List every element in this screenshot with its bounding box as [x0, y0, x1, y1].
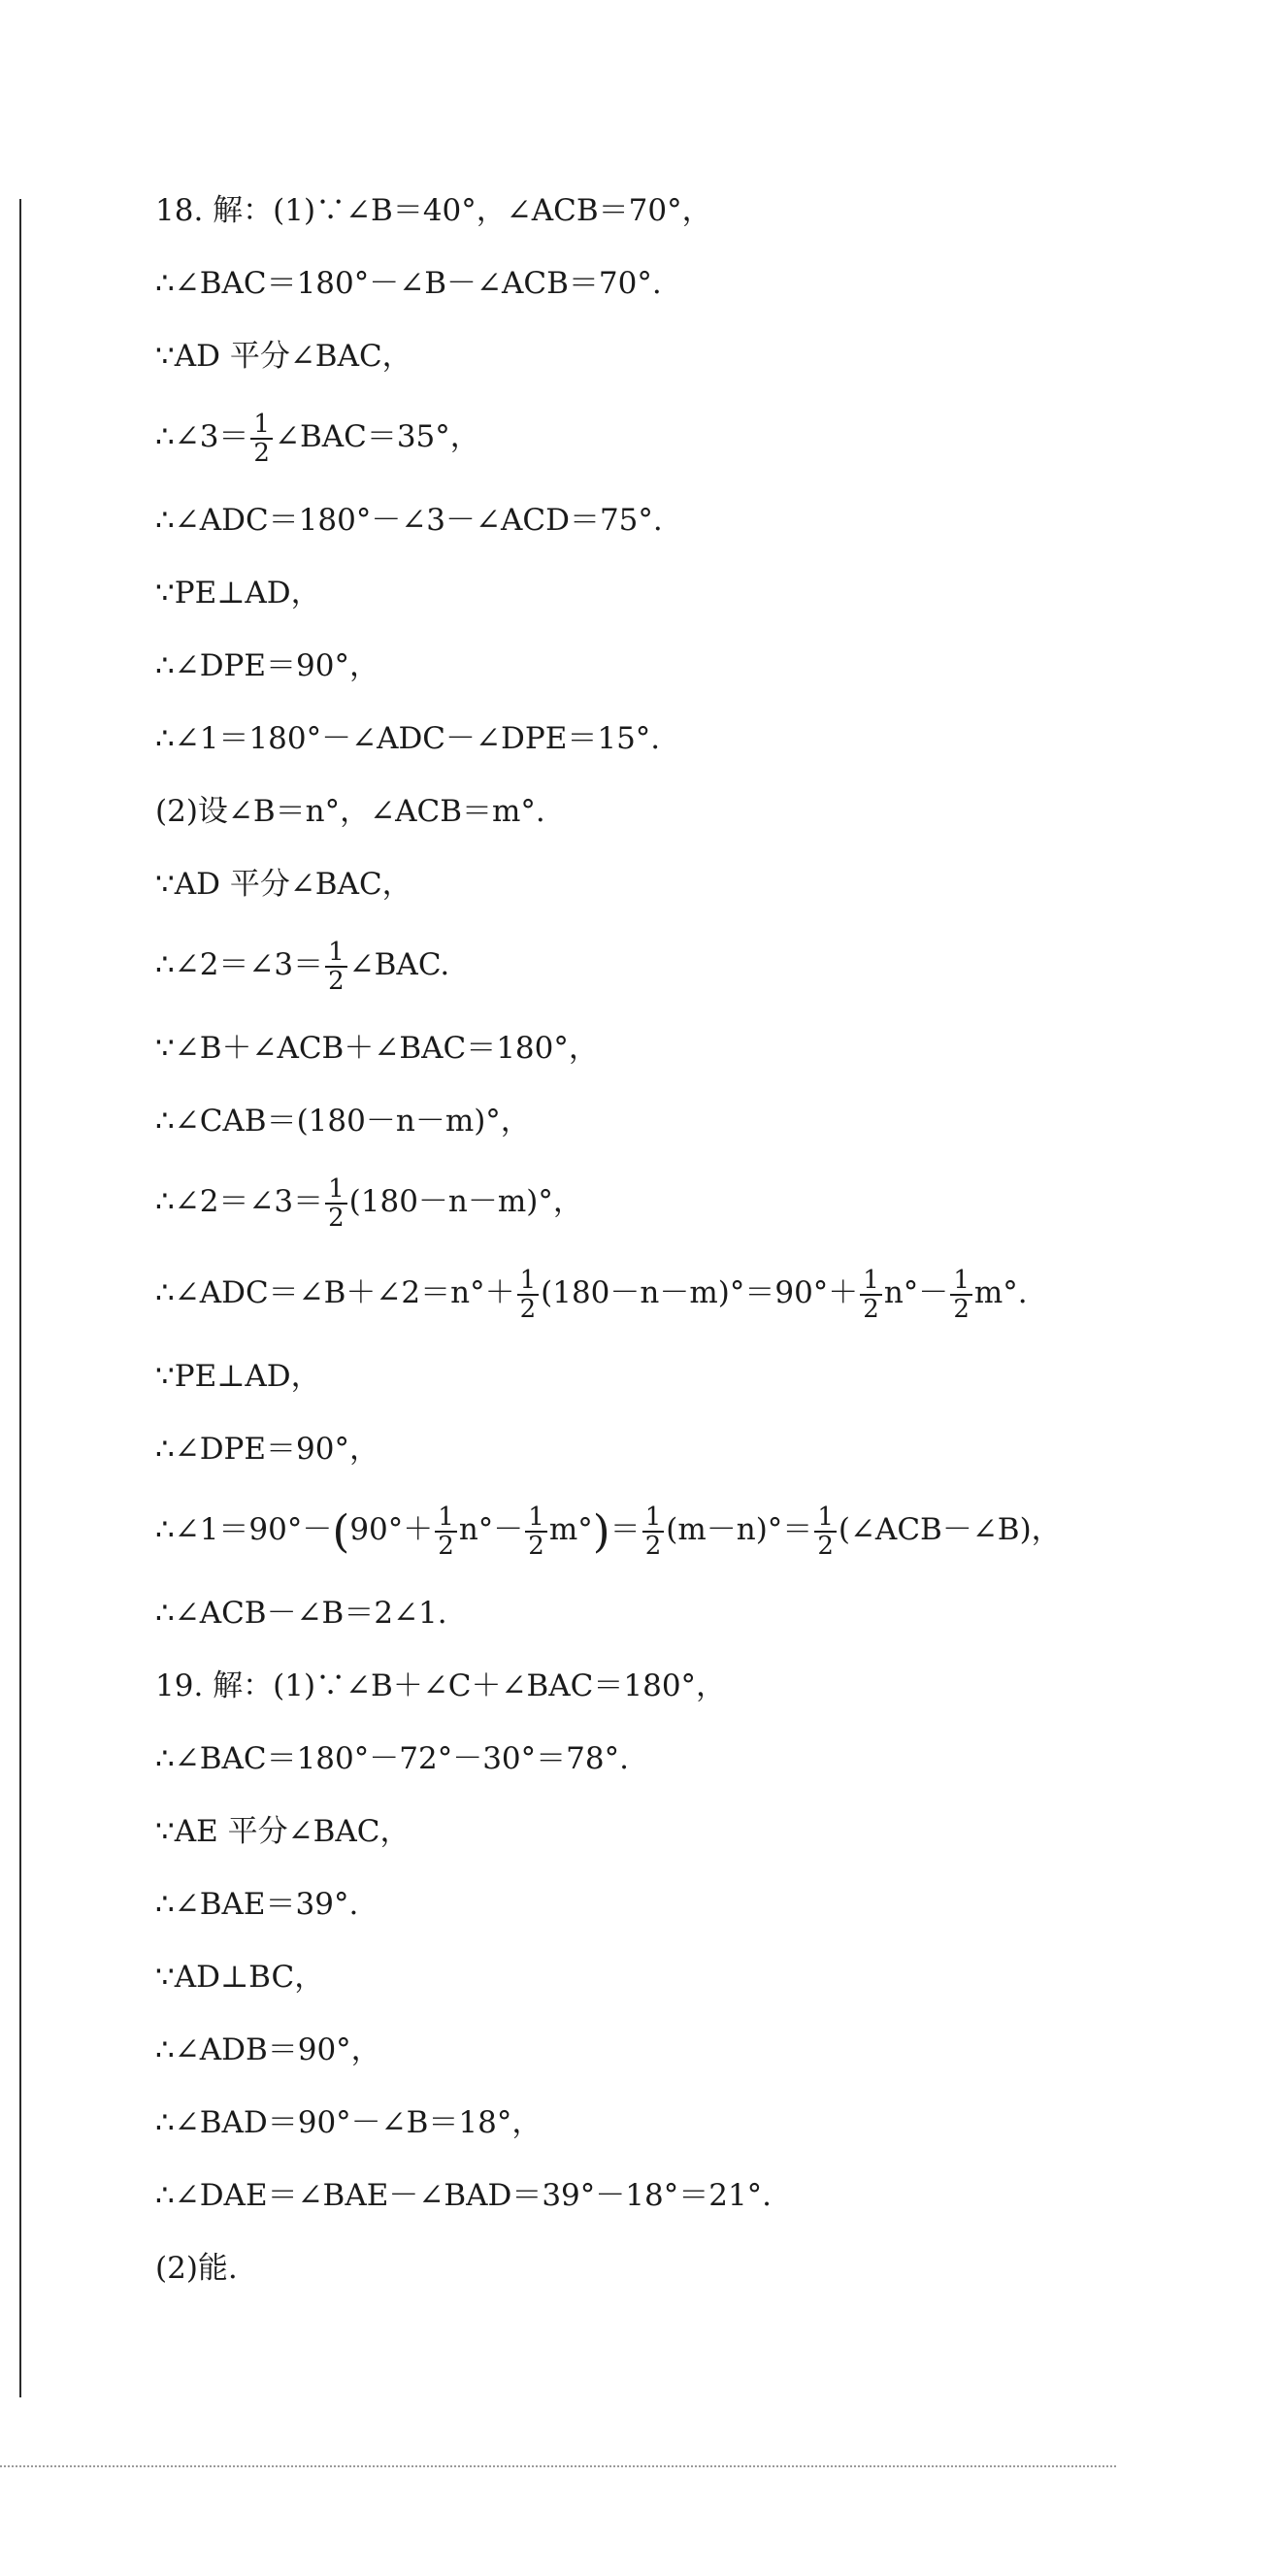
s19-line-4: ∴∠BAE＝39°. [155, 1887, 359, 1922]
s18-line-2: ∴∠BAC＝180°－∠B－∠ACB＝70°. [155, 266, 662, 301]
solution-text [155, 189, 1242, 2290]
fraction-half: $\frac{1}{2}$ [814, 1503, 837, 1560]
fraction-half: $\frac{1}{2}$ [435, 1503, 457, 1560]
fraction-half: $\frac{1}{2}$ [860, 1267, 882, 1323]
s18-line-10: ∵AD 平分∠BAC， [155, 867, 412, 902]
left-margin-rule [19, 199, 21, 2397]
paren-close: ) [592, 1504, 610, 1558]
s18-line-15: ∴∠ADC＝∠B＋∠2＝n°＋ $\frac{1}{2}$ (180－n－m)°＝90°＋ $\frac{1}{2}$ n°－ $\frac{1}{2}$ m°. [155, 1265, 1028, 1324]
s18-line-8: ∴∠1＝180°－∠ADC－∠DPE＝15°. [155, 721, 661, 756]
fraction-half: $\frac{1}{2}$ [525, 1503, 547, 1560]
s18-line-4: ∴∠3＝ $\frac{1}{2}$ ∠BAC＝35°， [155, 409, 480, 468]
fraction-half: $\frac{1}{2}$ [250, 411, 273, 467]
s18-line-11: ∴∠2＝∠3＝ $\frac{1}{2}$ ∠BAC. [155, 937, 450, 996]
fraction-half: $\frac{1}{2}$ [325, 1175, 347, 1232]
s18-line-9: (2)设∠B＝n°，∠ACB＝m°. [155, 794, 545, 829]
bottom-dotted-rule [0, 2465, 1116, 2467]
s18-line-5: ∴∠ADC＝180°－∠3－∠ACD＝75°. [155, 503, 663, 538]
fraction-half: $\frac{1}{2}$ [642, 1503, 665, 1560]
s19-line-3: ∵AE 平分∠BAC， [155, 1814, 411, 1849]
s18-line-19: ∴∠ACB－∠B＝2∠1. [155, 1596, 447, 1631]
fraction-half: $\frac{1}{2}$ [517, 1267, 540, 1323]
s18-line-7: ∴∠DPE＝90°， [155, 648, 379, 683]
s18-line-1: 18. 解：(1)∵∠B＝40°，∠ACB＝70°， [155, 193, 712, 228]
s18-line-18: ∴∠1＝90°－(90°＋ $\frac{1}{2}$ n°－ $\frac{1}{2}$ m°)＝ $\frac{1}{2}$ (m－n)°＝ $\frac{1}{2}$ (∠ACB－∠B)， [155, 1502, 1062, 1561]
s18-line-17: ∴∠DPE＝90°， [155, 1432, 379, 1467]
s19-line-1: 19. 解：(1)∵∠B＋∠C＋∠BAC＝180°， [155, 1668, 727, 1703]
s18-line-14: ∴∠2＝∠3＝ $\frac{1}{2}$ (180－n－m)°， [155, 1173, 583, 1233]
s19-line-5: ∵AD⊥BC， [155, 1960, 325, 1995]
s19-line-7: ∴∠BAD＝90°－∠B＝18°， [155, 2105, 543, 2140]
s18-line-6: ∵PE⊥AD， [155, 576, 321, 611]
paren-open: ( [332, 1504, 350, 1558]
s19-line-9: (2)能. [155, 2251, 238, 2286]
s19-line-2: ∴∠BAC＝180°－72°－30°＝78°. [155, 1741, 629, 1776]
s18-line-3: ∵AD 平分∠BAC， [155, 339, 412, 374]
fraction-half: $\frac{1}{2}$ [325, 939, 347, 995]
fraction-half: $\frac{1}{2}$ [950, 1267, 972, 1323]
s19-line-6: ∴∠ADB＝90°， [155, 2032, 381, 2067]
s18-line-12: ∵∠B＋∠ACB＋∠BAC＝180°， [155, 1031, 599, 1066]
s18-line-13: ∴∠CAB＝(180－n－m)°， [155, 1104, 531, 1139]
s19-line-8: ∴∠DAE＝∠BAE－∠BAD＝39°－18°＝21°. [155, 2178, 773, 2213]
s18-line-16: ∵PE⊥AD， [155, 1359, 321, 1394]
